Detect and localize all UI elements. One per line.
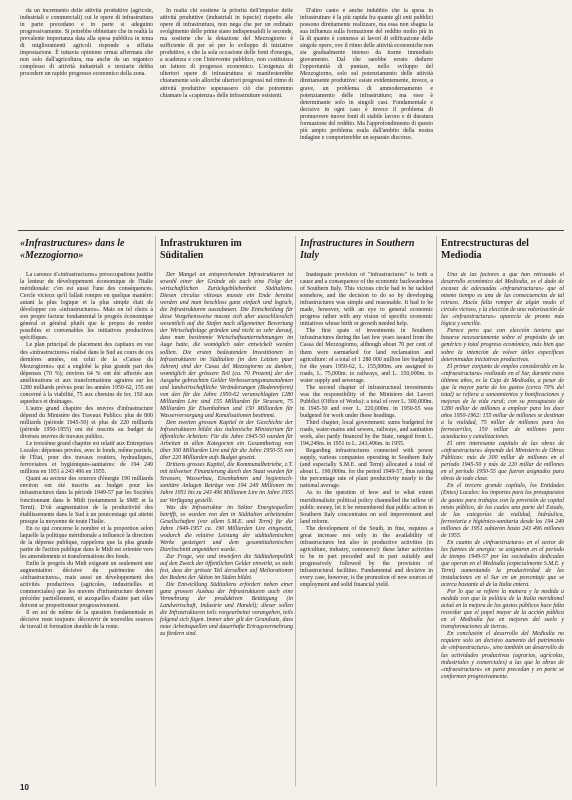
summary-paragraph: La carence d'«infrastructures» préoccupations justifie la lenteur du développement économique de l'Italie méridionale: c'en est aussi l'une des conséquences. Cercle vicieux qu'il fallait rompre en quelque manière: autant la plus logique et la plus simple était de développer ces «infrastructures». Mais on tel choix à son propre facteur fondamental le progrès économique général et général plutôt que le propos de rendre possibles et convenables les initiatives productives spécifiques. — [20, 272, 153, 342]
summary-title-spanish: Entrecstructuras del Mediodia — [441, 238, 529, 261]
summary-paragraph: Una de las factores a que han retrasado el desarrollo económico del Mediodía, es el dado de escasez de adecuadas «infraestructuras» que al mismo tiempo es una de las consecuencias de tal retraso. Hacía falta romper de algún modo el circulo vicioso, y la elección de una valorización de las «infraestructuras» aparecía de pronto más lógica y sencilla. — [441, 272, 564, 328]
summary-title-english: Infrastructures in Southern Italy — [300, 238, 415, 261]
top-column-1 — [20, 8, 153, 230]
top-column-2 — [160, 8, 293, 230]
page-number: 10 — [20, 783, 29, 792]
summary-french — [20, 272, 153, 782]
summary-paragraph: En conclusión el desarrollo del Mediodía no requiere solo un decisivo aumento del patrimonio de «infraestructura», sino también un desarrollo de las actividades productivas (agrarias, agrícolas, industriales y comerciales) a las que la obras de «infraestructura» en parte precedan y en parte se conformen progresivamente. — [441, 631, 564, 680]
column-divider — [295, 236, 296, 786]
top-column-4 — [441, 8, 564, 230]
top-paragraph: da un incremento delle attività produttive (agricole, industriali e commerciali) cui le opere di infrastruttura in parte precedano e in parte si adeguino progressivamente. Si potrebbe obbiettare che in realtà la prevalente importanza data alla spesa pubblica in tema di miglioramenti agricoli risponde a siffatta impostazione. È tuttavia opinione ormai affermata che non solo dall'agricoltura, ma anche da un organico complesso di attività industriali e terziarie debba procedere un rapido progresso economico della zona. — [20, 8, 153, 78]
summary-paragraph: Die Entwicklung Süditaliens erfordert neben einer ganz grossen Ausbau der Infrastrukturen auch eine Vermehrung der produktiven Betätigung (in Landwirtschaft, Industrie und Handel); dieser sollen die Infrastrukturen teils vorgearbeitet vorangehen, teils folgend sich fügen. Immer aber gilt der Grundsatz, dass neue Arbeitsquellen und dauerhafte Ertragsvermehrung zu fördern sind. — [160, 582, 293, 638]
summary-paragraph: En ce qui concerne le nombre et la proportion selon laquelle la politique méridionale a influencé la direction de la dépense publique, rappelons que la plus grande partie de l'action publique dans le Midi est orientée vers les amendements et transformations des fonds. — [20, 525, 153, 560]
top-paragraph: D'altro canto è anche indubbio che la spesa in infrastrutture è la più rapida fra quante gli enti pubblici possono direttamente realizzare, ma essa non sbagna la sua influenza sulla formazione del reddito molto più in là di quanto è connesso ai lavori di edificazione delle singole opere, ove il ritmo delle attività economiche non sia gradualmente intenso da trarne immediato giovamento. Dal che sarebbe errato dedurre l'opportunità di puntare, nello sviluppo del Mezzogiorno, solo sul potenziamento delle attività direttamente produttive: esiste evidentemente, invece, a grave, un problema di ammodernamento e potenziamento delle infrastrutture; ma esso è determinante solo in singoli casi. Fondamentale e decisivo in ogni caso è invece il problema di promuovere nuove fonti di stabile lavoro e di duratura formazione del reddito. Ma l'approfondimento di questo più ampio problema esula dall'ambito della nostra indagine e comporterebbe un separato discorso. — [300, 8, 433, 141]
summary-paragraph: The first spate of investments in Southern infrastructures during the last few years issued from the Cassa del Mezzogiorno, although about 70 per cent of them were earmarked for land reclamation and agriculture: of a total of 1 280 000 million lire budgeted for the years 1950-62, L. 155,000m. are assigned to roads, L. 75,000m. to railways, and L. 150,000m. to water supply and sewerage. — [300, 328, 433, 384]
top-column-3 — [300, 8, 433, 230]
summary-paragraph: El primer conjunto de empleo considerable en la «infraestructura» realizado en el Sur, durante estos últimos años, es la Caja de Mediodía, a pesar de que la mayor parte de los gastos (cerca 70% del total) se refiera a saneamientos y bonificaciones y mejoras de la vida rural; con su presupuesto de 1280 millar de millones a emplear para los doce años 1950-1962: 155 millar de millones se destinan a la vialidad, 75 millar de millones para los ferrocarriles, 150 millar de millones para acueductos y canalizaciones. — [441, 363, 564, 441]
summary-paragraph: Inadequate provision of "infrastructures" is both a cause and a consequence of the economic backwardness of Southern Italy. This vicious circle had to be tackled somehow, and the decision to do so by developing infrastructures was simple and reasonable. It had to be made, however, with an eye to general economic progress rather with any vision of specific economic initiatives whose birth or growth needed help. — [300, 272, 433, 328]
summary-paragraph: Regarding infrastructures connected with power supply, various companies operating in Southern Italy (and especially S.M.E. and Terni) allocated a total of about L. 190,000m. for the period 1949-57, thus raising the percentage rate of plant productivity nearly to the national average. — [300, 448, 433, 490]
summary-spanish — [441, 272, 564, 782]
summary-paragraph: L'autre grand chapitre des œuvres d'infrastructure dépend du Ministère des Travaux Publics: plus de 800 milliards (période 1945-50) et plus de 220 milliards (période 1950-1955) ont été inscrits au budget de diverses œuvres de travaux publics. — [20, 405, 153, 441]
summary-german — [160, 272, 293, 782]
summary-paragraph: Third chapter, local government: sums budgeted for roads, water-mains and sewers, railways, and sanitation work, also partly financed by the State, ranged from L. 194,249m. in 1951 to L. 243,496m. in 1955. — [300, 419, 433, 448]
summary-paragraph: Drittens grosses Kapitel, die Kommunalbetriebe, z.T. mit teilweiser Finanzierung durch den Staat wurden für Strassen, Wasserbau, Eisenbahnen und hygienisch-sanitäre Anlagen Beträge von 194 249 Millionen im Jahre 1951 bis zu 243 496 Millionen Lire im Jahre 1955 zur Verfügung gestellt. — [160, 462, 293, 504]
summary-paragraph: Le plan principal de placement des capitaux en vue des «infrastructures» réalisé dans le Sud au cours de ces dernières années, est celui de la «Caisse du Mezzogiorno» qui a englobé la plus grande part des dépenses (70 %); environ 64 % ont été affectés aux améliorations et aux transformations agraires sur les 1280 milliards prévus pour les années 1950-62, 155 ont concerné à la viabilité, 75 aux chemins de fer, 150 aux aqueducs et drainages. — [20, 342, 153, 405]
section-divider — [18, 230, 564, 231]
summary-paragraph: The development of the South, in fine, requires a great increase not only in the availability of infrastructures but also in productive activities (in agriculture, industry, commerce): these latter activities to be in part preceded and in part suitably and progressively followed by the provision of infrastructural facilities. Fundamental and decisive in every case, however, is the promotion of new sources of employment and solid financial yield. — [300, 525, 433, 589]
column-divider — [436, 236, 437, 786]
summary-english — [300, 272, 433, 782]
summary-paragraph: Den zweiten grossen Kapitel in der Geschichte der Infrastrukturen bildet das italienische Ministerium für öffentliche Arbeiten: Für die Jahre 1945-50 wurden für Arbeiten in allen Kategorien ein Gesamtbetrag von über 300 Milliarden Lire und für die Jahre 1950-55 von über 220 Milliarden aufs Budget gesetzt. — [160, 419, 293, 462]
summary-paragraph: Der Mangel an entsprechenden Infrastrukturen ist sowohl einer der Gründe als auch eine Folge der wirtschaftlichen Zurückgebliebenheit Süditaliens. Diesen circulus vitiosus musste ein Ende bereitet werden und man beschloss ganz einfach und logisch, die Infrastrukturen auszubauen. Die Entscheidung für diese Vorgehensweise musste sich aber ausschliesslich wesentlich auf die Stufen nach allgemeiner Bewertung der Wirtschaftslage gründen und nicht so sehr darauf, dass man bestimmte Wirtschaftsunternehmungen im Auge hatte, die womöglich oder entwickelt werden sollten. Die ersten bedeutenden Investitionen in Infrastrukturen im Süditalien (in den Letzten paar Jahren) sind der Cassa del Mezzogiorno zu danken, womöglich der grössere Teil (ca. 70 Prozent) der der Ausgabe gebrachten Gelder Verbesserungsmassnahmen und landwirtschaftliche Veränderungen (Bodenreform) von den für die Jahre 1950-62 veranschlagten 1280 Milliarden Lire sind 155 Milliarden für Strassen, 75 Milliarden für Eisenbahnen und 150 Milliarden für Wasserversorgung und Kanalisationen bestimmt. — [160, 272, 293, 419]
summary-title-french: «Infrastructures» dans le «Mezzogiorno» — [20, 238, 125, 261]
summary-paragraph: The second chapter of infrastructural investments was the responsibility of the Ministero dei Lavori Pubblici (Office of Works): a total of over L. 300,000m. in 1945-50 and over L. 220,000m. in 1950-55 was budgeted for work under these headings. — [300, 384, 433, 419]
summary-paragraph: Por lo que se refiere la manera y la medida a medida con que la política de la Italia meridional actuó en la mejora de los gastos públicos hace falta recordar que el papel mayor de la acción pública en el Mediodía fue en mejoras del suelo y transformaciones de tierras. — [441, 589, 564, 631]
summary-paragraph: As to the question of how and to what extent meridionalistic political policy channelled the inflow of public money, let it be remembered that public action in Southern Italy concentrates on soil improvement and land reform. — [300, 490, 433, 525]
summary-paragraph: Was die Infrastruktur im Sektor Energiequellen betrifft, so wurden von den in Süditalien arbeitenden Gesellschaften (vor allem S.M.E. und Terni) für die Jahre 1949-1957 ca. 190 Milliarden Lire eingesetzt, wodurch die relative Leistung der süditalienischen Werke gesteigert und dem gesamtitalienischen Durchschnitt angenähert wurde. — [160, 504, 293, 553]
column-divider — [155, 236, 156, 786]
summary-paragraph: Quant au secteur des sources d'énergie 190 milliards environ ont été inscrits au budget pour les infrastructures dans la période 1949-57 par les Sociétés fonctionnant dans le Midi (notamment la SME et la Terni). D'où augmentation de la productivité des établissements dans le Sud à un pourcentage qui atteint presque la moyenne de toute l'Italie. — [20, 476, 153, 525]
summary-paragraph: Le troisième grand chapitre est relatif aux Entreprises Locales: dépenses privées, avec le fonds, même partiels, de l'État, pour des travaux routiers, hydrauliques, ferroviaires et hygiéniques-sanitaires: de 194 249 millions en 1951 à 243 496 en 1955. — [20, 441, 153, 476]
summary-paragraph: Parece pero que con elección tuviera que basarse necesariamente sobre el propósito de un genérico y total progreso económico, más bien que sobre la intención de volver útiles específicas determinadas iniciativas productivas. — [441, 328, 564, 363]
summary-paragraph: En el tercero grande capítulo, los Entidades (Entes) Locales: los importes para los presupuestos de gastos para trabajos con la provisión de capital mixto público, de los cuales una parte del Estado, de las categorías de vialidad, hidráulica, ferroviaria e higiénico-sanitaria desde los 194 249 millones de 1951 subieron hasta 243 496 millones de 1955. — [441, 483, 564, 539]
summary-paragraph: El otro interesante capitulo de las obras de «infraestructura» depende del Ministerio de Obras Públicas: más de 300 millar de millones en el período 1945-50 y más de 220 millar de millones en el período 1950-55 que fueron asignados para obras de todo clase. — [441, 441, 564, 483]
top-paragraph: In realtà chi sostiene la priorità dell'impulso delle attività produttive (industriali in ispecie) rispetto alle opere di infrastruttura, non nega che per un ordinato svolgimento delle prime siano indispensabili le seconde, ma sostiene che la dotazione del Mezzogiorno è sufficiente di per sé per lo sviluppo di iniziative produttive, e che la sola occasione delle fonti d'energia, a scadenza e con l'intervento pubblico, non costituisca un fattore di progresso economico. L'esigenza di ulteriori opere di infrastruttura si manifesterebbe chiaramente solo allorché ulteriori progressi nel ritmo di attività produttive superassero ciò che potremmo chiamare la «capienza» delle infrastrutture esistenti. — [160, 8, 293, 99]
summary-paragraph: Enfin le progrès du Midi exigeant un seulement une augmentation décisive du patrimoine des «infrastructures», mais aussi un développement des activités productives (agricoles, industrielles et commerciales) que les œuvres d'infrastructure doivent précéder partiellement, et auxquelles d'autre part elles doivent se proportionner progressivement. — [20, 560, 153, 610]
summary-paragraph: Zur Frage, wie und inwiefern die Süditalienpolitik auf den Zweck der öffentlichen Gelder einwirkt, so steht fest, dass der grösste Teil derselben auf Meliorationen des Bodens der Aktion im Süden bildet. — [160, 553, 293, 582]
summary-paragraph: Il en est de même de la question fondamentale et décisive reste toujours: découvrir de nouvelles sources de travail et formation durable de la rente. — [20, 610, 153, 631]
summary-paragraph: En cuanto de «infraestructura» en el sector de las fuentes de energía: se asignaron en el período de tiempo 1949-57 por las sociedades dedicadas que operan en el Mediodía (especialmente S.M.E. y Terni) aumentando la productividad de las instalaciones en el Sur en un porcentaje que se acerca bastante al de la Italia entera. — [441, 539, 564, 589]
summary-title-german: Infrastrukturen im Süditalien — [160, 238, 242, 261]
